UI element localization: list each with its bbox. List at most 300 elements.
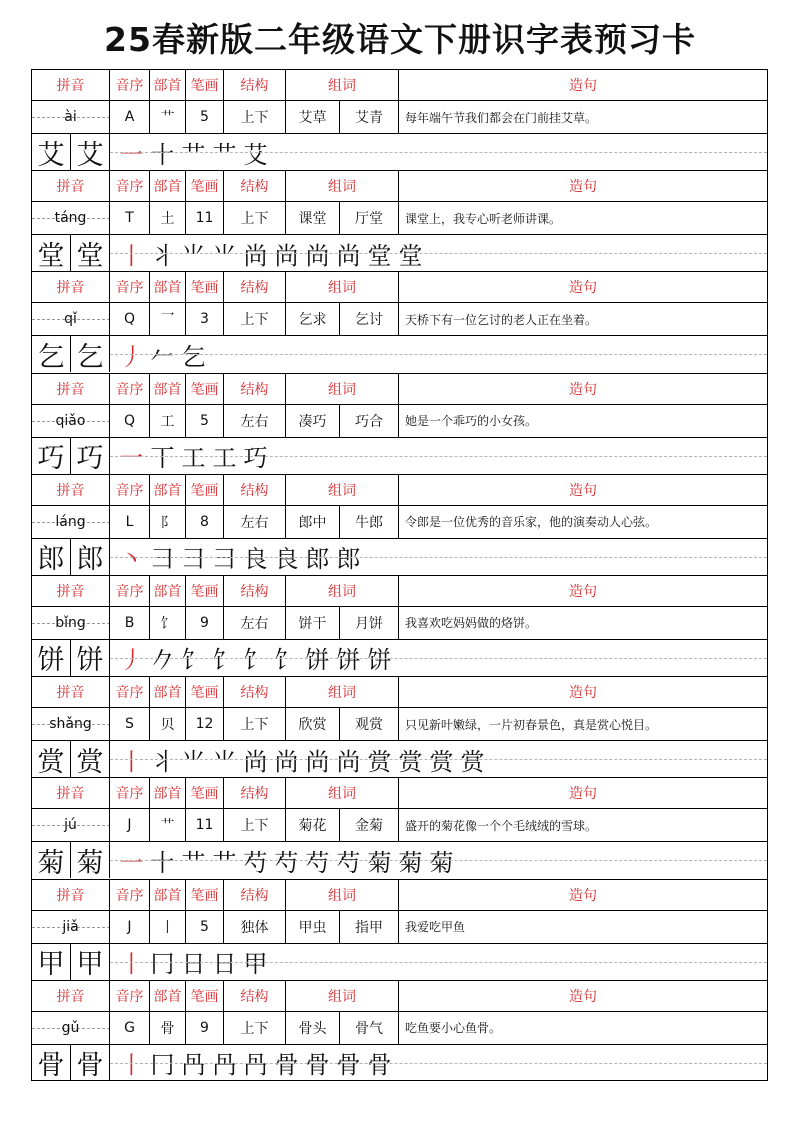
- data-row: [32, 607, 767, 640]
- guide-line: [110, 759, 767, 760]
- header-structure: 结构: [224, 677, 286, 707]
- header-order: 音序: [110, 272, 150, 302]
- header-pinyin: 拼音: [32, 677, 110, 707]
- order-cell: T: [110, 202, 150, 234]
- large-character: 菊: [32, 842, 71, 878]
- large-character: 巧: [71, 438, 110, 474]
- stroke-step: 芍: [274, 848, 299, 877]
- radical-cell: 艹: [150, 809, 186, 841]
- header-sentence: 造句: [569, 583, 597, 600]
- header-radical: 部首: [150, 272, 186, 302]
- header-radical: 部首: [150, 677, 186, 707]
- header-strokes: 笔画: [186, 981, 224, 1011]
- header-strokes: 笔画: [186, 880, 224, 910]
- stroke-step: 饣: [274, 646, 299, 675]
- guide-line: [110, 860, 767, 861]
- character-card: [31, 777, 768, 878]
- pinyin-cell: shǎng: [32, 708, 110, 740]
- stroke-order: [110, 1045, 767, 1081]
- stroke-count-cell: 8: [186, 506, 224, 538]
- stroke-step: 丿: [119, 342, 144, 371]
- structure-cell: 上下: [224, 101, 286, 133]
- header-strokes: 笔画: [186, 778, 224, 808]
- stroke-step: 饼: [336, 646, 361, 675]
- stroke-step: 尚: [274, 241, 299, 270]
- header-pinyin: 拼音: [32, 171, 110, 201]
- large-character: 乞: [32, 336, 71, 372]
- stroke-order: [110, 842, 767, 878]
- stroke-order: [110, 336, 767, 372]
- stroke-step: 菊: [367, 848, 392, 877]
- large-character: 骨: [32, 1045, 71, 1081]
- order-cell: S: [110, 708, 150, 740]
- stroke-count-cell: 5: [186, 101, 224, 133]
- stroke-step: 饣: [212, 646, 237, 675]
- large-character: 堂: [32, 235, 71, 271]
- stroke-step: 工: [212, 444, 237, 473]
- sentence-cell: 她是一个乖巧的小女孩。: [405, 414, 538, 429]
- word-cell: 课堂: [286, 202, 340, 234]
- stroke-step: 尚: [243, 747, 268, 776]
- large-character: 郎: [71, 539, 110, 575]
- word-cell: 欣赏: [286, 708, 340, 740]
- header-row: [32, 70, 767, 101]
- stroke-step: 尚: [336, 241, 361, 270]
- stroke-step: 彐: [212, 545, 237, 574]
- character-table: [31, 69, 768, 1081]
- header-pinyin: 拼音: [32, 981, 110, 1011]
- word-cell: 甲虫: [286, 911, 340, 943]
- large-character: 巧: [32, 438, 71, 474]
- stroke-step: ⺌: [212, 747, 237, 776]
- stroke-step: 丨: [119, 1051, 144, 1080]
- header-words: 组词: [286, 272, 399, 302]
- pinyin-cell: jú: [32, 809, 110, 841]
- stroke-step: 良: [243, 545, 268, 574]
- sentence-cell: 每年端午节我们都会在门前挂艾草。: [405, 110, 598, 125]
- guide-line: [110, 1063, 767, 1064]
- stroke-step: 𠂉: [150, 342, 175, 371]
- header-pinyin: 拼音: [32, 70, 110, 100]
- header-row: [32, 576, 767, 607]
- header-words: 组词: [286, 576, 399, 606]
- writing-row: [32, 336, 767, 372]
- header-sentence: 造句: [569, 381, 597, 398]
- stroke-count-cell: 11: [186, 202, 224, 234]
- header-strokes: 笔画: [186, 475, 224, 505]
- radical-cell: 艹: [150, 101, 186, 133]
- stroke-count-cell: 5: [186, 911, 224, 943]
- stroke-step: 赏: [398, 747, 423, 776]
- header-order: 音序: [110, 981, 150, 1011]
- header-row: [32, 677, 767, 708]
- stroke-step: 丶: [119, 545, 144, 574]
- stroke-step: 堂: [398, 241, 423, 270]
- stroke-step: 丬: [150, 747, 175, 776]
- stroke-step: 冎: [243, 1051, 268, 1080]
- stroke-step: 骨: [274, 1051, 299, 1080]
- stroke-step: 赏: [429, 747, 454, 776]
- word-cell: 菊花: [286, 809, 340, 841]
- pinyin-cell: qiǎo: [32, 405, 110, 437]
- sentence-cell: 吃鱼要小心鱼骨。: [405, 1021, 502, 1036]
- radical-cell: 骨: [150, 1012, 186, 1044]
- stroke-step: 堂: [367, 241, 392, 270]
- radical-cell: 乛: [150, 303, 186, 335]
- stroke-step: 𠂊: [150, 646, 175, 675]
- header-words: 组词: [286, 70, 399, 100]
- header-order: 音序: [110, 778, 150, 808]
- stroke-step: 一: [119, 140, 144, 169]
- radical-cell: 阝: [150, 506, 186, 538]
- character-card: [31, 575, 768, 676]
- stroke-order: [110, 741, 767, 777]
- stroke-step: 艹: [181, 140, 206, 169]
- stroke-step: 尚: [305, 747, 330, 776]
- writing-row: [32, 944, 767, 980]
- data-row: [32, 506, 767, 539]
- header-order: 音序: [110, 70, 150, 100]
- header-words: 组词: [286, 374, 399, 404]
- stroke-step: 艹: [181, 848, 206, 877]
- structure-cell: 上下: [224, 202, 286, 234]
- order-cell: J: [110, 809, 150, 841]
- order-cell: B: [110, 607, 150, 639]
- header-pinyin: 拼音: [32, 880, 110, 910]
- sentence-cell: 我喜欢吃妈妈做的烙饼。: [405, 616, 538, 631]
- stroke-step: 甲: [243, 950, 268, 978]
- word-cell: 月饼: [340, 607, 399, 639]
- guide-line: [110, 557, 767, 558]
- header-words: 组词: [286, 981, 399, 1011]
- character-card: [31, 676, 768, 777]
- large-character: 艾: [32, 134, 71, 170]
- header-row: [32, 374, 767, 405]
- header-structure: 结构: [224, 171, 286, 201]
- writing-row: [32, 741, 767, 777]
- word-cell: 郎中: [286, 506, 340, 538]
- stroke-step: ⺌: [212, 241, 237, 270]
- stroke-step: 尚: [274, 747, 299, 776]
- stroke-step: 饣: [181, 646, 206, 675]
- radical-cell: 贝: [150, 708, 186, 740]
- header-sentence: 造句: [569, 280, 597, 297]
- header-radical: 部首: [150, 981, 186, 1011]
- sentence-cell: 只见新叶嫩绿，一片初春景色，真是赏心悦目。: [405, 717, 658, 732]
- stroke-step: 丨: [119, 950, 144, 978]
- word-cell: 观赏: [340, 708, 399, 740]
- data-row: [32, 1012, 767, 1045]
- sentence-cell: 盛开的菊花像一个个毛绒绒的雪球。: [405, 818, 598, 833]
- header-row: [32, 778, 767, 809]
- guide-line: [110, 658, 767, 659]
- pinyin-cell: láng: [32, 506, 110, 538]
- radical-cell: 土: [150, 202, 186, 234]
- header-sentence: 造句: [569, 482, 597, 499]
- stroke-step: ⺌: [181, 241, 206, 270]
- stroke-step: 饣: [243, 646, 268, 675]
- stroke-step: 尚: [336, 747, 361, 776]
- writing-row: [32, 134, 767, 170]
- stroke-step: 彐: [181, 545, 206, 574]
- pinyin-cell: gǔ: [32, 1012, 110, 1044]
- order-cell: G: [110, 1012, 150, 1044]
- data-row: [32, 303, 767, 336]
- large-character: 赏: [71, 741, 110, 777]
- stroke-step: 艹: [212, 140, 237, 169]
- header-sentence: 造句: [569, 78, 597, 94]
- header-row: [32, 272, 767, 303]
- stroke-count-cell: 12: [186, 708, 224, 740]
- stroke-step: 艾: [243, 140, 268, 169]
- structure-cell: 左右: [224, 405, 286, 437]
- large-character: 饼: [71, 640, 110, 676]
- word-cell: 金菊: [340, 809, 399, 841]
- stroke-order: [110, 944, 767, 980]
- header-radical: 部首: [150, 475, 186, 505]
- stroke-step: 一: [119, 444, 144, 473]
- order-cell: A: [110, 101, 150, 133]
- pinyin-cell: táng: [32, 202, 110, 234]
- stroke-step: 菊: [429, 848, 454, 877]
- pinyin-cell: qǐ: [32, 303, 110, 335]
- guide-line: [110, 152, 767, 153]
- stroke-step: 良: [274, 545, 299, 574]
- writing-row: [32, 640, 767, 676]
- stroke-count-cell: 3: [186, 303, 224, 335]
- header-structure: 结构: [224, 880, 286, 910]
- header-structure: 结构: [224, 272, 286, 302]
- stroke-order: [110, 539, 767, 575]
- header-radical: 部首: [150, 778, 186, 808]
- data-row: [32, 405, 767, 438]
- stroke-step: 丬: [150, 241, 175, 270]
- header-radical: 部首: [150, 374, 186, 404]
- header-radical: 部首: [150, 70, 186, 100]
- header-structure: 结构: [224, 576, 286, 606]
- header-radical: 部首: [150, 576, 186, 606]
- header-order: 音序: [110, 576, 150, 606]
- header-order: 音序: [110, 880, 150, 910]
- stroke-step: 饼: [367, 646, 392, 675]
- order-cell: Q: [110, 303, 150, 335]
- writing-row: [32, 1045, 767, 1081]
- header-words: 组词: [286, 171, 399, 201]
- data-row: [32, 809, 767, 842]
- data-row: [32, 708, 767, 741]
- writing-row: [32, 539, 767, 575]
- guide-line: [110, 962, 767, 963]
- sentence-cell: 天桥下有一位乞讨的老人正在坐着。: [405, 312, 598, 327]
- header-order: 音序: [110, 374, 150, 404]
- word-cell: 艾青: [340, 101, 399, 133]
- sentence-cell: 课堂上，我专心听老师讲课。: [405, 211, 562, 226]
- structure-cell: 左右: [224, 506, 286, 538]
- stroke-step: 乞: [181, 342, 206, 371]
- header-row: [32, 171, 767, 202]
- stroke-step: 芍: [336, 848, 361, 877]
- stroke-step: 骨: [305, 1051, 330, 1080]
- stroke-count-cell: 11: [186, 809, 224, 841]
- header-sentence: 造句: [569, 179, 597, 196]
- word-cell: 巧合: [340, 405, 399, 437]
- header-radical: 部首: [150, 880, 186, 910]
- header-structure: 结构: [224, 981, 286, 1011]
- stroke-step: 郎: [305, 545, 330, 574]
- stroke-step: 尚: [305, 241, 330, 270]
- large-character: 乞: [71, 336, 110, 372]
- large-character: 饼: [32, 640, 71, 676]
- word-cell: 骨气: [340, 1012, 399, 1044]
- header-order: 音序: [110, 677, 150, 707]
- header-words: 组词: [286, 475, 399, 505]
- stroke-step: 冎: [212, 1051, 237, 1080]
- structure-cell: 左右: [224, 607, 286, 639]
- header-sentence: 造句: [569, 685, 597, 702]
- stroke-step: 十: [150, 848, 175, 877]
- header-strokes: 笔画: [186, 272, 224, 302]
- large-character: 甲: [71, 944, 110, 980]
- stroke-order: [110, 134, 767, 170]
- header-strokes: 笔画: [186, 677, 224, 707]
- stroke-step: 工: [181, 444, 206, 473]
- stroke-step: 十: [150, 140, 175, 169]
- stroke-step: 尚: [243, 241, 268, 270]
- stroke-count-cell: 9: [186, 607, 224, 639]
- character-card: [31, 69, 768, 170]
- large-character: 艾: [71, 134, 110, 170]
- writing-row: [32, 235, 767, 271]
- stroke-step: 丨: [119, 241, 144, 270]
- sentence-cell: 令郎是一位优秀的音乐家，他的演奏动人心弦。: [405, 515, 658, 530]
- stroke-step: 日: [181, 950, 206, 978]
- header-structure: 结构: [224, 475, 286, 505]
- stroke-step: 冂: [150, 1051, 175, 1080]
- word-cell: 饼干: [286, 607, 340, 639]
- stroke-order: [110, 235, 767, 271]
- character-card: [31, 980, 768, 1081]
- writing-row: [32, 842, 767, 878]
- header-sentence: 造句: [569, 786, 597, 803]
- header-words: 组词: [286, 677, 399, 707]
- stroke-step: 赏: [460, 747, 485, 776]
- radical-cell: 丨: [150, 911, 186, 943]
- guide-line: [110, 354, 767, 355]
- header-pinyin: 拼音: [32, 272, 110, 302]
- header-order: 音序: [110, 475, 150, 505]
- header-radical: 部首: [150, 171, 186, 201]
- structure-cell: 上下: [224, 303, 286, 335]
- character-card: [31, 373, 768, 474]
- stroke-step: 菊: [398, 848, 423, 877]
- data-row: [32, 202, 767, 235]
- page-title: 25春新版二年级语文下册识字表预习卡: [104, 20, 696, 59]
- word-cell: 艾草: [286, 101, 340, 133]
- word-cell: 乞求: [286, 303, 340, 335]
- header-strokes: 笔画: [186, 374, 224, 404]
- pinyin-cell: jiǎ: [32, 911, 110, 943]
- stroke-step: 郎: [336, 545, 361, 574]
- header-pinyin: 拼音: [32, 374, 110, 404]
- character-card: [31, 271, 768, 372]
- structure-cell: 上下: [224, 708, 286, 740]
- stroke-step: 芍: [243, 848, 268, 877]
- stroke-step: 一: [119, 848, 144, 877]
- word-cell: 指甲: [340, 911, 399, 943]
- header-pinyin: 拼音: [32, 576, 110, 606]
- header-strokes: 笔画: [186, 171, 224, 201]
- guide-line: [110, 456, 767, 457]
- large-character: 骨: [71, 1045, 110, 1081]
- stroke-step: 艹: [212, 848, 237, 877]
- header-sentence: 造句: [569, 988, 597, 1005]
- structure-cell: 独体: [224, 911, 286, 943]
- header-pinyin: 拼音: [32, 475, 110, 505]
- stroke-count-cell: 5: [186, 405, 224, 437]
- structure-cell: 上下: [224, 1012, 286, 1044]
- large-character: 甲: [32, 944, 71, 980]
- radical-cell: 工: [150, 405, 186, 437]
- stroke-step: 饼: [305, 646, 330, 675]
- header-row: [32, 880, 767, 911]
- header-strokes: 笔画: [186, 70, 224, 100]
- stroke-step: 日: [212, 950, 237, 978]
- sentence-cell: 我爱吃甲鱼: [405, 920, 466, 934]
- order-cell: J: [110, 911, 150, 943]
- stroke-step: 丨: [119, 747, 144, 776]
- pinyin-cell: bǐng: [32, 607, 110, 639]
- header-row: [32, 981, 767, 1012]
- header-structure: 结构: [224, 778, 286, 808]
- word-cell: 厅堂: [340, 202, 399, 234]
- structure-cell: 上下: [224, 809, 286, 841]
- order-cell: L: [110, 506, 150, 538]
- character-card: [31, 170, 768, 271]
- stroke-step: 骨: [336, 1051, 361, 1080]
- stroke-count-cell: 9: [186, 1012, 224, 1044]
- stroke-step: 丿: [119, 646, 144, 675]
- word-cell: 凑巧: [286, 405, 340, 437]
- stroke-step: 丅: [150, 444, 175, 473]
- header-structure: 结构: [224, 374, 286, 404]
- header-row: [32, 475, 767, 506]
- word-cell: 骨头: [286, 1012, 340, 1044]
- stroke-step: 彐: [150, 545, 175, 574]
- large-character: 郎: [32, 539, 71, 575]
- order-cell: Q: [110, 405, 150, 437]
- character-card: [31, 474, 768, 575]
- large-character: 赏: [32, 741, 71, 777]
- data-row: [32, 101, 767, 134]
- stroke-step: 巧: [243, 444, 268, 473]
- large-character: 菊: [71, 842, 110, 878]
- stroke-order: [110, 640, 767, 676]
- header-words: 组词: [286, 778, 399, 808]
- pinyin-cell: ài: [32, 101, 110, 133]
- stroke-step: 芍: [305, 848, 330, 877]
- stroke-step: 冎: [181, 1051, 206, 1080]
- word-cell: 牛郎: [340, 506, 399, 538]
- guide-line: [110, 253, 767, 254]
- stroke-step: 骨: [367, 1051, 392, 1080]
- writing-row: [32, 438, 767, 474]
- header-words: 组词: [286, 880, 399, 910]
- data-row: [32, 911, 767, 944]
- stroke-order: [110, 438, 767, 474]
- large-character: 堂: [71, 235, 110, 271]
- character-card: [31, 879, 768, 980]
- header-strokes: 笔画: [186, 576, 224, 606]
